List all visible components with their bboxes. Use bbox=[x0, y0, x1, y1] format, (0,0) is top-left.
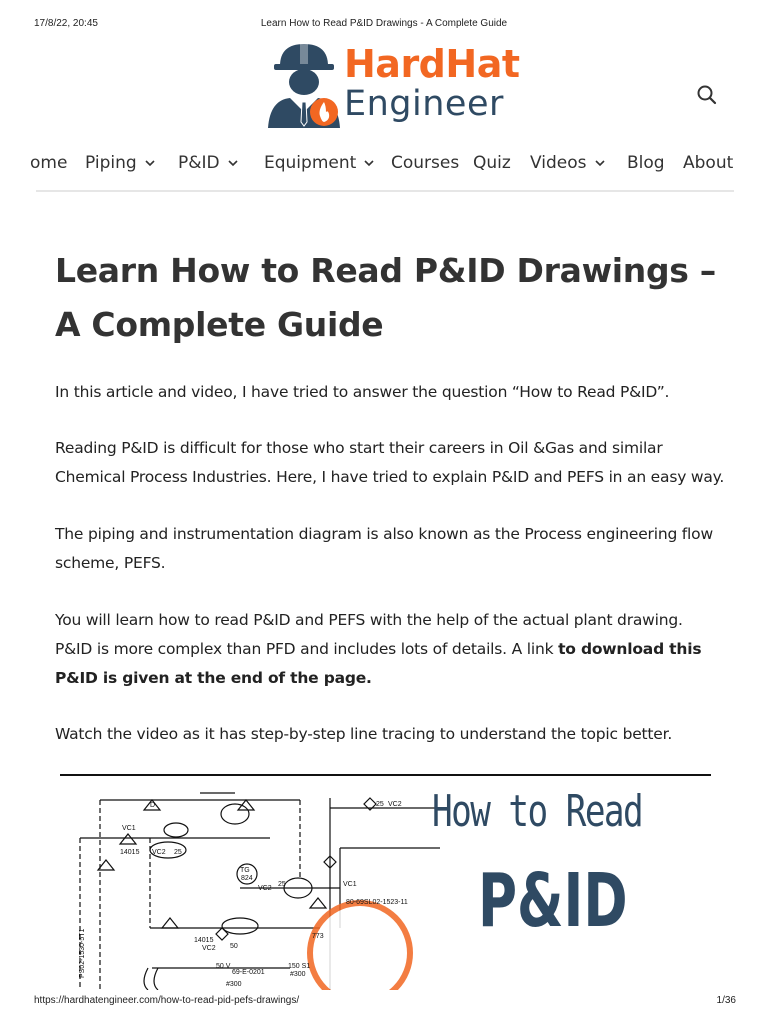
search-icon bbox=[696, 84, 718, 106]
chevron-down-icon bbox=[145, 158, 155, 168]
diagram-label: 80-69SL02-1523-11 bbox=[346, 899, 408, 906]
chevron-down-icon bbox=[364, 158, 374, 168]
video-thumbnail[interactable] bbox=[60, 778, 711, 990]
print-url: https://hardhatengineer.com/how-to-read-pid-pefs-drawings/ bbox=[34, 995, 300, 1006]
print-footer bbox=[0, 995, 768, 1011]
paragraph-line: Reading P&ID is difficult for those who start their careers in Oil &Gas and similar bbox=[55, 439, 663, 457]
diagram-label: 14015 bbox=[120, 849, 140, 856]
diagram-label: #300 bbox=[226, 981, 242, 988]
paragraph-line: You will learn how to read P&ID and PEFS with the help of the actual plant drawing. bbox=[55, 611, 683, 629]
separator-line bbox=[60, 774, 711, 776]
nav-item-videos[interactable] bbox=[530, 148, 605, 178]
nav-item-blog[interactable] bbox=[627, 148, 665, 178]
print-header bbox=[0, 6, 768, 29]
download-link[interactable]: to download this bbox=[558, 640, 702, 658]
diagram-label: 50 bbox=[230, 943, 238, 950]
paragraph bbox=[55, 434, 724, 492]
page-title-line: A Complete Guide bbox=[55, 305, 384, 344]
page-number: 1/36 bbox=[716, 995, 736, 1006]
diagram-label: 50 V bbox=[216, 963, 231, 970]
nav-item-courses[interactable] bbox=[391, 148, 459, 178]
paragraph: In this article and video, I have tried to answer the question “How to Read P&ID”. bbox=[55, 383, 670, 401]
diagram-label: 824 bbox=[241, 875, 253, 882]
diagram-label: 25 bbox=[174, 849, 182, 856]
diagram-label: VC2 bbox=[152, 849, 166, 856]
diagram-label: PS02-1530-5T1 bbox=[79, 928, 86, 978]
nav-item-label: Piping bbox=[85, 153, 137, 173]
logo-text-engineer: Engineer bbox=[344, 84, 504, 124]
thumbnail-title-pid: P&ID bbox=[478, 858, 628, 944]
nav-item-quiz[interactable] bbox=[473, 148, 511, 178]
nav-item-label: Videos bbox=[530, 153, 587, 173]
download-link[interactable]: P&ID is given at the end of the page. bbox=[55, 669, 372, 687]
nav-item-about[interactable] bbox=[683, 148, 733, 178]
diagram-label: VC2 bbox=[388, 801, 402, 808]
paragraph bbox=[55, 606, 701, 693]
diagram-label: VC2 bbox=[202, 945, 216, 952]
nav-item-piping[interactable] bbox=[85, 148, 155, 178]
diagram-label: 25 bbox=[278, 881, 286, 888]
nav-item-pid[interactable] bbox=[178, 148, 238, 178]
diagram-label: 69-E-0201 bbox=[232, 969, 265, 976]
diagram-label: 150 S1 bbox=[288, 963, 311, 970]
page-title-line: Learn How to Read P&ID Drawings – bbox=[55, 251, 717, 290]
diagram-label: 25 bbox=[376, 801, 384, 808]
hardhat-engineer-icon bbox=[266, 40, 342, 130]
main-navigation bbox=[0, 148, 768, 182]
print-title: Learn How to Read P&ID Drawings - A Complete Guide bbox=[260, 18, 508, 29]
logo-text-hardhat: HardHat bbox=[344, 42, 520, 86]
diagram-label: D bbox=[150, 802, 156, 809]
nav-item-equipment[interactable] bbox=[264, 148, 374, 178]
diagram-label: #300 bbox=[290, 971, 306, 978]
paragraph-line: Chemical Process Industries. Here, I have tried to explain P&ID and PEFS in an easy way. bbox=[55, 468, 725, 486]
search-button[interactable] bbox=[696, 84, 718, 106]
diagram-label: VC2 bbox=[258, 885, 272, 892]
print-date: 17/8/22, 20:45 bbox=[34, 18, 98, 29]
paragraph-line: scheme, PEFS. bbox=[55, 554, 166, 572]
nav-item-label: Blog bbox=[627, 153, 665, 173]
chevron-down-icon bbox=[595, 158, 605, 168]
site-logo[interactable] bbox=[266, 40, 520, 130]
nav-item-label: Courses bbox=[391, 153, 460, 173]
paragraph: Watch the video as it has step-by-step line tracing to understand the topic better. bbox=[55, 725, 673, 743]
nav-item-home[interactable] bbox=[30, 148, 67, 178]
diagram-label: 773 bbox=[312, 933, 324, 940]
thumbnail-title: How to Read bbox=[432, 786, 643, 837]
diagram-label: TG bbox=[240, 867, 250, 874]
nav-item-label: About bbox=[683, 153, 734, 173]
nav-item-label: ome bbox=[30, 153, 68, 173]
paragraph-line: P&ID is more complex than PFD and includes lots of details. A link bbox=[55, 640, 559, 658]
nav-item-label: Quiz bbox=[473, 153, 511, 173]
paragraph bbox=[55, 520, 713, 578]
article-content bbox=[55, 244, 735, 743]
diagram-label: 14015 bbox=[194, 937, 214, 944]
nav-divider bbox=[36, 190, 734, 192]
chevron-down-icon bbox=[228, 158, 238, 168]
nav-item-label: P&ID bbox=[178, 153, 220, 173]
diagram-label: VC1 bbox=[122, 825, 136, 832]
diagram-label: VC1 bbox=[343, 881, 357, 888]
paragraph-line: The piping and instrumentation diagram is also known as the Process engineering flow bbox=[55, 525, 713, 543]
page-title bbox=[55, 244, 735, 352]
nav-item-label: Equipment bbox=[264, 153, 357, 173]
